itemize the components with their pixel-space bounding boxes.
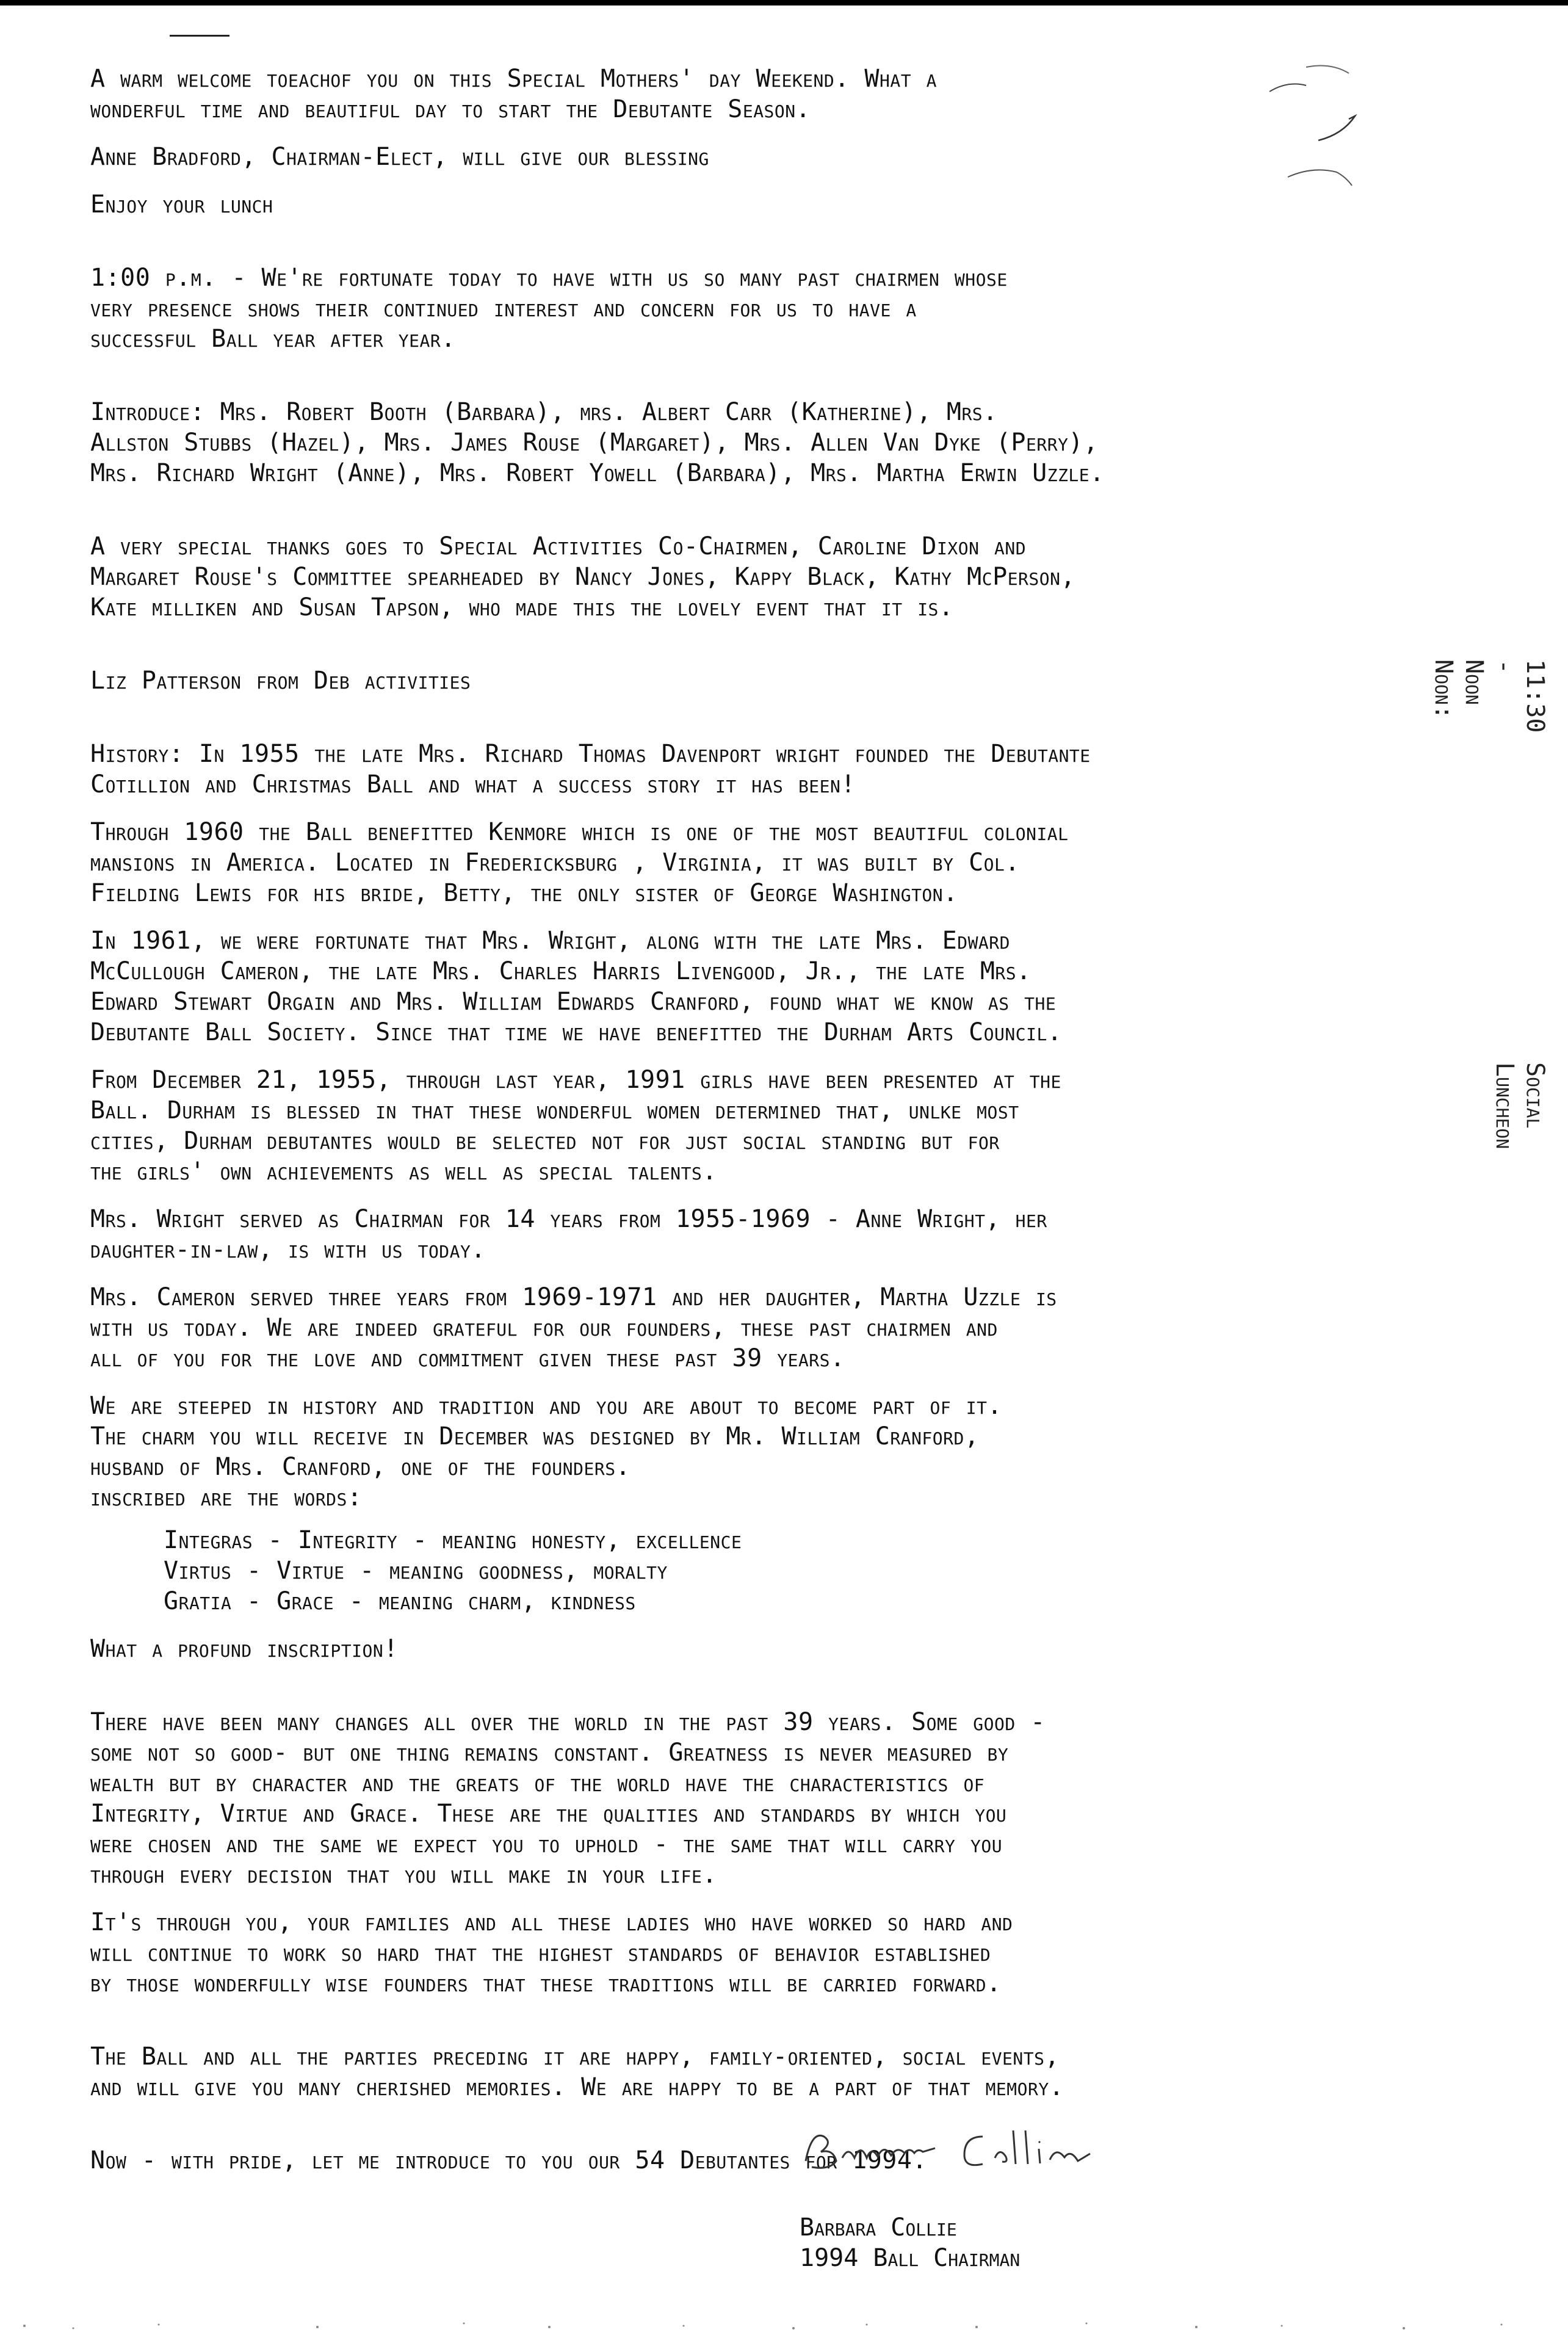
paragraph-ball-parties: The Ball and all the parties preceding it are happy, family-oriented, social events, and will give you many cherished memories. We are happy to be a part of that memory. [90,2043,1064,2101]
paragraph-profund: What a profund inscription! [90,1635,399,1663]
paragraph-girls-presented: From December 21, 1955, through last year, 1991 girls have been presented at the Ball. Durham is blessed in that these wonderful women determined that, unlke most cities, Durham debutantes would be selected not for just social standing but for the girls' own achievements as well as special talents. [90,1066,1061,1185]
paragraph-blessing: Anne Bradford, Chairman-Elect, will give our blessing [90,143,709,171]
signer-title: 1994 Ball Chairman [800,2244,1021,2272]
paragraph-history: History: In 1955 the late Mrs. Richard Thomas Davenport wright founded the Debutante Cotillion and Christmas Ball and what a success story it has been! [90,740,1091,798]
handwritten-signature [800,2112,1117,2185]
inscription-virtus: Virtus - Virtue - meaning goodness, moralty [164,1557,668,1585]
margin-note-noon-text: 11:30 - Noon Noon: [1429,659,1549,733]
inscription-list [90,1525,1445,1616]
paragraph-through-you: It's through you, your families and all these ladies who have worked so hard and will continue to work so hard that the highest standards of behavior established by those wonderfully wise founders that these traditions will be carried forward. [90,1908,1013,1997]
paragraph-kenmore: Through 1960 the Ball benefitted Kenmore which is one of the most beautiful colonial mansions in America. Located in Fredericksburg , Virginia, it was built by Col. Fielding Lewis for his bride, Betty, the only sister of George Washington. [90,818,1069,907]
margin-note-noon [1428,659,1550,733]
paragraph-wright-chairman: Mrs. Wright served as Chairman for 14 years from 1955-1969 - Anne Wright, her daughter-in-law, is with us today. [90,1205,1047,1264]
paragraph-thanks: A very special thanks goes to Special Activities Co-Chairmen, Caroline Dixon and Margaret Rouse's Committee spearheaded by Nancy Jones, Kappy Black, Kathy McPerson, Kate milliken and Susan Tapson, who made this the lovely event that it is. [90,532,1076,621]
paragraph-lunch: Enjoy your lunch [90,190,273,219]
paragraph-charm: We are steeped in history and tradition and you are about to become part of it. The charm you will receive in December was designed by Mr. William Cranford, husband of Mrs. Cranford, one of the founders. inscribed are the words: [90,1392,1003,1511]
inscription-integras: Integras - Integrity - meaning honesty, excellence [164,1526,742,1554]
margin-note-luncheon-text: Social Luncheon [1490,1062,1549,1149]
paragraph-1961: In 1961, we were fortunate that Mrs. Wright, along with the late Mrs. Edward McCullough Cameron, the late Mrs. Charles Harris Livengood, Jr., the late Mrs. Edward Stewart Orgain and Mrs. William Edwards Cranford, found what we know as the Debutante Ball Society. Since that time we have benefitted the Durham Arts Council. [90,927,1063,1046]
paragraph-cameron: Mrs. Cameron served three years from 1969-1971 and her daughter, Martha Uzzle is with us today. We are indeed grateful for our founders, these past chairmen and all of you for the love and commitment given these past 39 years. [90,1283,1057,1372]
speech-document [90,63,1445,2176]
signature-block [800,2112,1227,2273]
signer-name: Barbara Collie [800,2213,957,2242]
paragraph-welcome: A warm welcome toeachof you on this Special Mothers' day Weekend. What a wonderful time and beautiful day to start the Debutante Season. [90,65,938,123]
inscription-gratia: Gratia - Grace - meaning charm, kindness [164,1587,636,1615]
paragraph-changes: There have been many changes all over the world in the past 39 years. Some good - some not so good- but one thing remains constant. Greatness is never measured by wealth but by character and the greats of the world have the characteristics of Integrity, Virtue and Grace. These are the qualities and standards by which you were chosen and the same we expect you to uphold - the same that will carry you through every decision that you will make in your life. [90,1708,1046,1889]
margin-note-luncheon [1489,1062,1550,1149]
paragraph-introduce-debutantes: Now - with pride, let me introduce to you our 54 Debutantes for 1994. [90,2146,928,2174]
paragraph-introduce: Introduce: Mrs. Robert Booth (Barbara), mrs. Albert Carr (Katherine), Mrs. Allston Stubbs (Hazel), Mrs. James Rouse (Margaret), Mrs. Allen Van Dyke (Perry), Mrs. Richard Wright (Anne), Mrs. Robert Yowell (Barbara), Mrs. Martha Erwin Uzzle. [90,398,1105,487]
paragraph-deb-activities: Liz Patterson from Deb activities [90,667,471,695]
paragraph-past-chairmen: 1:00 p.m. - We're fortunate today to have with us so many past chairmen whose very presence shows their continued interest and concern for us to have a successful Ball year after year. [90,264,1008,353]
header-dash [170,35,229,37]
scan-artifacts [0,2314,1568,2338]
top-border-rule [0,0,1568,5]
